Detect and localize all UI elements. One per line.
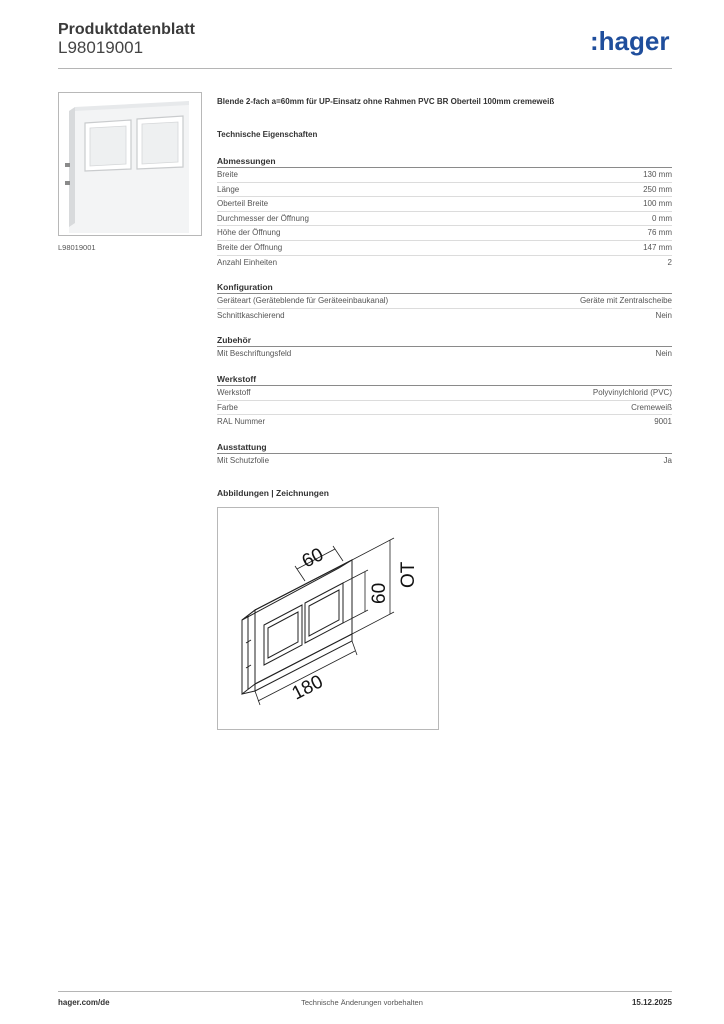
spec-value: Cremeweiß <box>631 402 672 412</box>
spec-label: Farbe <box>217 402 238 412</box>
spec-label: Werkstoff <box>217 387 251 397</box>
footer-date: 15.12.2025 <box>631 998 672 1007</box>
spec-label: Oberteil Breite <box>217 199 269 209</box>
spec-row <box>217 347 672 361</box>
spec-label: RAL Nummer <box>217 417 266 427</box>
spec-value: 147 mm <box>643 242 672 252</box>
spec-row <box>217 241 672 256</box>
spec-group-equipment <box>217 441 672 468</box>
spec-group-accessories <box>217 334 672 361</box>
spec-label: Mit Schutzfolie <box>217 455 270 465</box>
spec-row <box>217 212 672 227</box>
logo-text: :hager <box>590 27 670 56</box>
spec-value: Geräte mit Zentralscheibe <box>579 296 672 306</box>
dim-ot: OT <box>398 561 419 588</box>
spec-value: Ja <box>663 455 672 465</box>
dim-length: 180 <box>288 671 327 705</box>
page-title: Produktdatenblatt <box>58 21 195 38</box>
spec-value: 100 mm <box>643 199 672 209</box>
spec-value: Nein <box>655 349 672 359</box>
spec-group-configuration <box>217 281 672 322</box>
group-title: Abmessungen <box>217 156 276 166</box>
spec-row <box>217 454 672 468</box>
spec-row <box>217 183 672 198</box>
group-title: Konfiguration <box>217 282 273 293</box>
spec-label: Anzahl Einheiten <box>217 257 278 267</box>
spec-label: Breite <box>217 170 238 179</box>
spec-row <box>217 294 672 309</box>
dim-opening-width: 60 <box>298 544 328 573</box>
spec-table <box>217 155 672 479</box>
group-title: Zubehör <box>217 335 251 346</box>
group-title: Werkstoff <box>217 373 257 384</box>
spec-row <box>217 256 672 270</box>
spec-row <box>217 309 672 323</box>
properties-heading: Technische Eigenschaften <box>217 130 318 139</box>
spec-label: Durchmesser der Öffnung <box>217 213 309 223</box>
spec-value: 250 mm <box>643 184 672 194</box>
spec-label: Schnittkaschierend <box>217 310 285 320</box>
spec-value: 0 mm <box>652 213 672 223</box>
hager-logo <box>590 27 674 57</box>
product-photo-illustration <box>59 93 201 235</box>
spec-group-dimensions <box>217 155 672 269</box>
spec-value: 9001 <box>654 417 672 427</box>
spec-row <box>217 197 672 212</box>
spec-row <box>217 168 672 183</box>
dimension-drawing <box>218 508 438 729</box>
drawings-heading: Abbildungen | Zeichnungen <box>217 488 329 498</box>
spec-row <box>217 415 672 429</box>
spec-row <box>217 226 672 241</box>
spec-row <box>217 401 672 416</box>
spec-label: Höhe der Öffnung <box>217 228 281 238</box>
product-image <box>58 92 202 236</box>
product-description: Blende 2-fach a=60mm für UP-Einsatz ohne Rahmen PVC BR Oberteil 100mm cremeweiß <box>217 97 555 106</box>
spec-value: 130 mm <box>643 170 672 179</box>
technical-drawing <box>217 507 439 730</box>
spec-label: Mit Beschriftungsfeld <box>217 349 292 359</box>
spec-label: Länge <box>217 184 240 194</box>
footer-divider <box>58 991 672 992</box>
spec-value: 2 <box>667 257 672 267</box>
spec-group-material <box>217 373 672 429</box>
spec-value: Polyvinylchlorid (PVC) <box>592 387 672 397</box>
footer-notice: Technische Änderungen vorbehalten <box>301 998 423 1007</box>
spec-value: Nein <box>655 310 672 320</box>
dim-opening-height: 60 <box>369 582 390 604</box>
image-caption: L98019001 <box>58 243 96 252</box>
spec-value: 76 mm <box>647 228 672 238</box>
spec-label: Geräteart (Geräteblende für Geräteeinbaukanal) <box>217 296 389 306</box>
spec-row <box>217 386 672 401</box>
header-divider <box>58 68 672 69</box>
spec-label: Breite der Öffnung <box>217 242 283 252</box>
article-number: L98019001 <box>58 38 144 57</box>
group-title: Ausstattung <box>217 441 267 452</box>
footer-website: hager.com/de <box>58 998 110 1007</box>
